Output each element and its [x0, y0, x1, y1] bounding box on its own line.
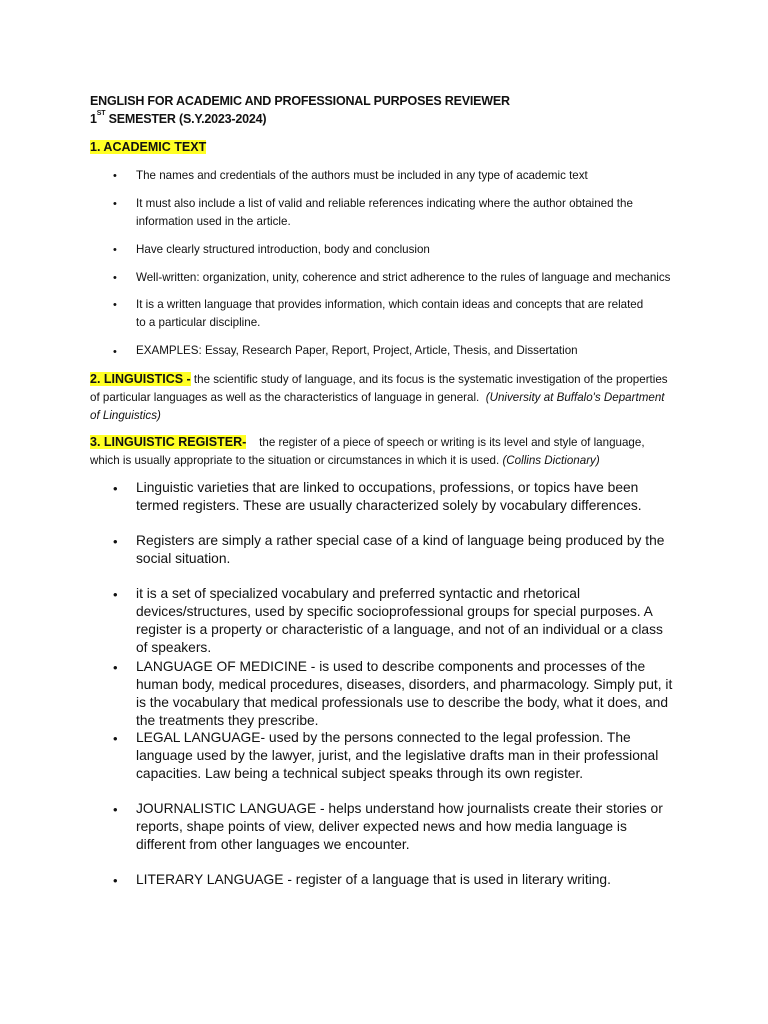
bullet-icon: •	[113, 299, 117, 311]
section3-bullet-3: it is a set of specialized vocabulary and preferred syntactic and rhetorical devices/structures, used by specific socioprofessional groups for special purposes. A register is a property or characteristic of a language, and not of an individual or a class of speakers.	[136, 586, 663, 655]
section2-source: (University at Buffalo's Department of Linguistics)	[90, 391, 665, 422]
term-literary	[136, 871, 676, 889]
term-legal-definition: - used by the persons connected to the legal profession. The language used by the lawyer, jurist, and the legislative drafts man in their professional capacities. Law being a technical subject speaks through its own register.	[136, 730, 659, 781]
bullet-icon: •	[113, 802, 118, 817]
bullet-icon: •	[113, 534, 118, 549]
section2-paragraph	[90, 370, 670, 425]
bullet-icon: •	[113, 587, 118, 602]
section1-bullet-2: It must also include a list of valid and reliable references indicating where the author obtained the information used in the article.	[136, 197, 633, 228]
section3-bullet-2: Registers are simply a rather special case of a kind of language being produced by the social situation.	[136, 533, 665, 566]
semester-number: 1	[90, 112, 97, 126]
term-literary-label: LITERARY LANGUAGE	[136, 872, 284, 887]
section3-paragraph	[90, 433, 670, 470]
term-journalistic	[136, 800, 676, 854]
section1-bullet-3: Have clearly structured introduction, body and conclusion	[136, 243, 430, 256]
semester-superscript: ST	[96, 110, 106, 117]
term-medicine	[136, 658, 676, 730]
section2-text: the scientific study of language, and its focus is the systematic investigation of the properties of particular languages as well as the characteristics of language in general.	[90, 373, 668, 404]
bullet-icon: •	[113, 481, 118, 496]
section3-bullet-1: Linguistic varieties that are linked to occupations, professions, or topics have been termed registers. These are usually characterized solely by vocabulary differences.	[136, 480, 642, 513]
bullet-icon: •	[113, 272, 117, 284]
bullet-icon: •	[113, 244, 117, 256]
semester-text: SEMESTER (S.Y.2023-2024)	[105, 112, 267, 126]
bullet-icon: •	[113, 198, 117, 210]
section2-heading: 2. LINGUISTICS -	[90, 372, 191, 386]
section1-bullet-4: Well-written: organization, unity, coherence and strict adherence to the rules of language and mechanics	[136, 271, 671, 284]
section3-source: (Collins Dictionary)	[502, 454, 600, 467]
term-medicine-definition: - is used to describe components and processes of the human body, medical procedures, diseases, disorders, and pharmacology. Simply put, it is the vocabulary that medical professionals use to describe the body, what it does, and the treatments they prescribe.	[136, 659, 673, 728]
document-title: ENGLISH FOR ACADEMIC AND PROFESSIONAL PURPOSES REVIEWER	[90, 94, 510, 108]
term-literary-definition: - register of a language that is used in literary writing.	[283, 872, 611, 887]
term-journalistic-label: JOURNALISTIC LANGUAGE	[136, 801, 317, 816]
bullet-icon: •	[113, 731, 118, 746]
section1-bullet-6: EXAMPLES: Essay, Research Paper, Report, Project, Article, Thesis, and Dissertation	[136, 344, 578, 357]
section3-heading: 3. LINGUISTIC REGISTER-	[90, 435, 247, 449]
section1-heading-text: 1. ACADEMIC TEXT	[90, 140, 207, 154]
term-journalistic-definition: - helps understand how journalists create their stories or reports, shape points of view, deliver expected news and how media language is different from other languages we encounter.	[136, 801, 663, 852]
term-medicine-label: LANGUAGE OF MEDICINE	[136, 659, 307, 674]
section1-heading	[90, 140, 206, 154]
bullet-icon: •	[113, 660, 118, 675]
term-legal-label: LEGAL LANGUAGE	[136, 730, 261, 745]
section1-bullet-1: The names and credentials of the authors must be included in any type of academic text	[136, 169, 588, 182]
bullet-icon: •	[113, 346, 117, 358]
semester-line	[90, 112, 266, 126]
bullet-icon: •	[113, 873, 118, 888]
section1-bullet-5: It is a written language that provides information, which contain ideas and concepts that are related to a particular discipline.	[136, 298, 644, 329]
term-legal	[136, 729, 676, 783]
section3-text: the register of a piece of speech or writing is its level and style of language, which is usually appropriate to the situation or circumstances in which it is used.	[90, 436, 645, 467]
bullet-icon: •	[113, 170, 117, 182]
